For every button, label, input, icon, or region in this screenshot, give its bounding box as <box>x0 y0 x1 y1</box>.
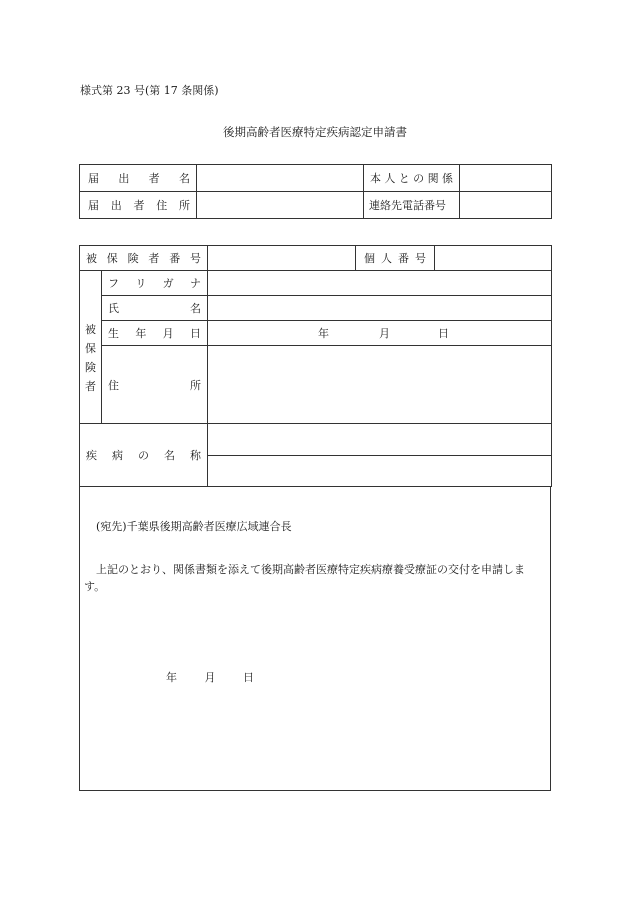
addressee: (宛先)千葉県後期高齢者医療広域連合長 <box>96 520 292 533</box>
birthdate-field[interactable]: 年 月 日 <box>208 321 552 346</box>
disease-table <box>79 424 552 487</box>
insured-number-field[interactable] <box>208 246 356 271</box>
notifier-name-field[interactable] <box>197 165 364 192</box>
insured-table <box>79 245 552 424</box>
address-label: 住 所 <box>102 346 208 424</box>
insured-number-label: 被 保 険 者 番 号 <box>80 246 208 271</box>
phone-field[interactable] <box>460 192 552 219</box>
date-month: 月 <box>204 671 216 684</box>
document-title: 後期高齢者医療特定疾病認定申請書 <box>223 125 407 139</box>
form-number: 様式第 23 号(第 17 条関係) <box>80 84 219 97</box>
application-date[interactable] <box>166 669 254 685</box>
personal-number-label: 個 人 番 号 <box>356 246 435 271</box>
declaration-body: 上記のとおり、関係書類を添えて後期高齢者医療特定疾病療養受療証の交付を申請します。 <box>84 563 525 593</box>
insured-vertical-label: 被 保 険 者 <box>80 271 102 424</box>
personal-number-field[interactable] <box>435 246 552 271</box>
relation-field[interactable] <box>460 165 552 192</box>
disease-label: 疾 病 の 名 称 <box>80 424 208 486</box>
furigana-label: フ リ ガ ナ <box>102 271 208 296</box>
furigana-field[interactable] <box>208 271 552 296</box>
name-label: 氏 名 <box>102 296 208 321</box>
address-field[interactable] <box>208 346 552 424</box>
notifier-address-label: 届 出 者 住 所 <box>80 192 197 219</box>
notifier-table <box>79 164 552 219</box>
notifier-name-label: 届 出 者 名 <box>80 165 197 192</box>
date-day: 日 <box>243 671 254 684</box>
disease-field-2[interactable] <box>208 455 552 486</box>
notifier-address-field[interactable] <box>197 192 364 219</box>
date-year: 年 <box>166 671 177 684</box>
phone-label: 連絡先電話番号 <box>364 192 460 219</box>
birthdate-label: 生 年 月 日 <box>102 321 208 346</box>
disease-field-1[interactable] <box>208 424 552 455</box>
name-field[interactable] <box>208 296 552 321</box>
relation-label: 本 人 と の 関 係 <box>364 165 460 192</box>
